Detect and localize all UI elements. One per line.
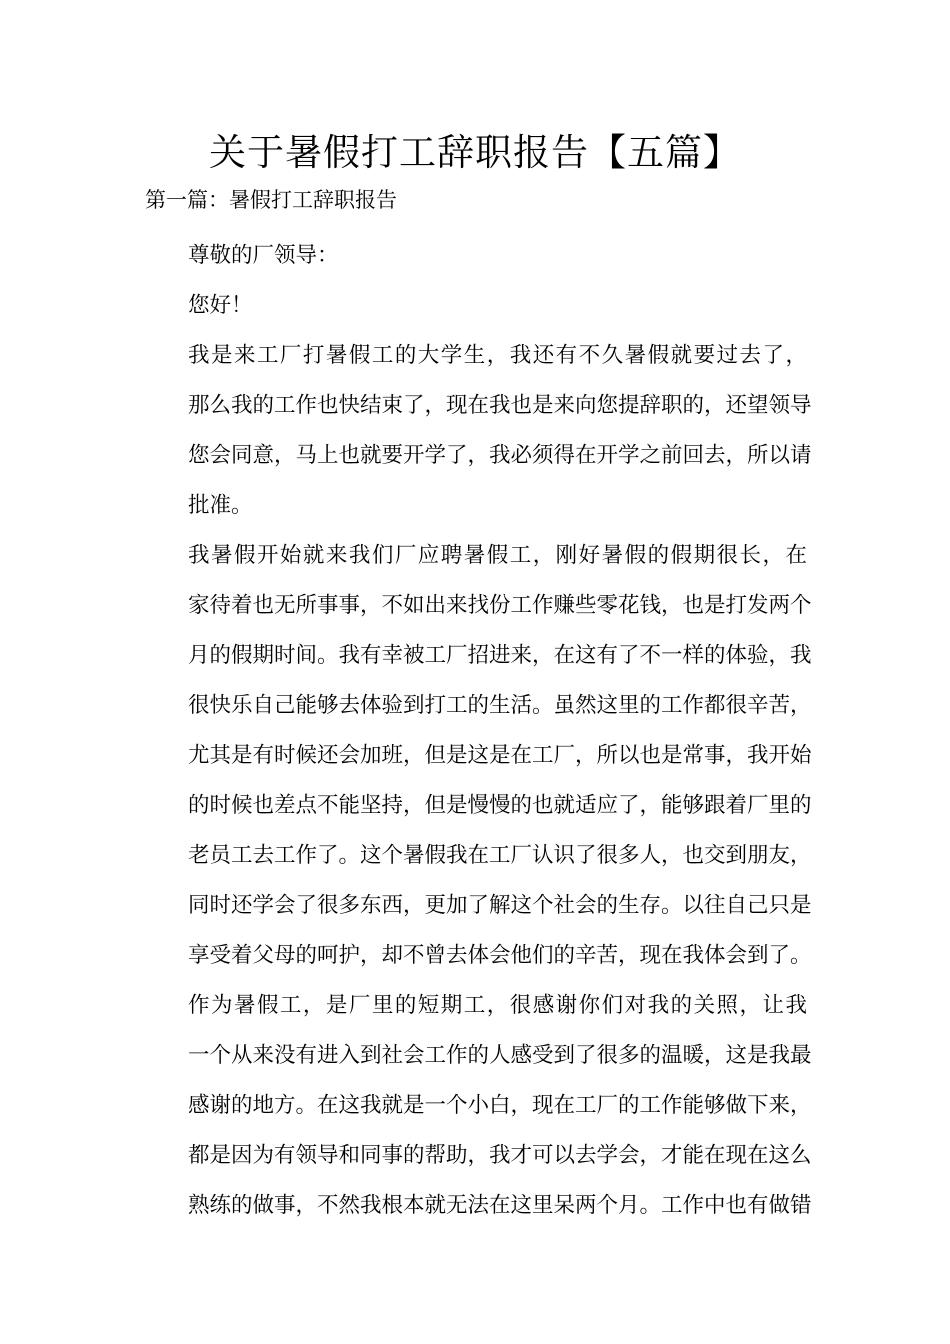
paragraph-line: 尤其是有时候还会加班，但是这是在工厂，所以也是常事，我开始	[188, 743, 812, 768]
paragraph-line: 家待着也无所事事，不如出来找份工作赚些零花钱，也是打发两个	[188, 593, 812, 618]
paragraph-line: 老员工去工作了。这个暑假我在工厂认识了很多人，也交到朋友，	[188, 843, 812, 868]
paragraph-line: 很快乐自己能够去体验到打工的生活。虽然这里的工作都很辛苦，	[188, 693, 812, 718]
greeting: 您好！	[188, 293, 253, 318]
section-heading: 第一篇：暑假打工辞职报告	[145, 188, 397, 212]
body-paragraph-1	[145, 331, 812, 531]
salutation: 尊敬的厂领导：	[188, 243, 339, 268]
greeting-paragraph	[145, 281, 807, 331]
document-title: 关于暑假打工辞职报告【五篇】	[209, 131, 741, 174]
paragraph-line: 我暑假开始就来我们厂应聘暑假工，刚好暑假的假期很长，在	[188, 543, 807, 568]
paragraph-line: 那么我的工作也快结束了，现在我也是来向您提辞职的，还望领导	[188, 393, 812, 418]
paragraph-line: 我是来工厂打暑假工的大学生，我还有不久暑假就要过去了，	[188, 343, 807, 368]
paragraph-line: 熟练的做事，不然我根本就无法在这里呆两个月。工作中也有做错	[188, 1193, 812, 1218]
paragraph-line: 享受着父母的呵护，却不曾去体会他们的辛苦，现在我体会到了。	[188, 943, 812, 968]
paragraph-line: 您会同意，马上也就要开学了，我必须得在开学之前回去，所以请	[188, 443, 812, 468]
body-paragraph-3	[145, 981, 812, 1231]
paragraph-line: 作为暑假工，是厂里的短期工，很感谢你们对我的关照，让我	[188, 993, 807, 1018]
paragraph-line: 都是因为有领导和同事的帮助，我才可以去学会，才能在现在这么	[188, 1143, 812, 1168]
salutation-paragraph	[145, 231, 807, 281]
paragraph-line: 感谢的地方。在这我就是一个小白，现在工厂的工作能够做下来，	[188, 1093, 812, 1118]
document-body	[145, 231, 812, 1231]
paragraph-line: 月的假期时间。我有幸被工厂招进来，在这有了不一样的体验，我	[188, 643, 812, 668]
paragraph-line: 的时候也差点不能坚持，但是慢慢的也就适应了，能够跟着厂里的	[188, 793, 812, 818]
paragraph-line: 同时还学会了很多东西，更加了解这个社会的生存。以往自己只是	[188, 893, 812, 918]
body-paragraph-2	[145, 531, 812, 981]
paragraph-line: 批准。	[188, 493, 253, 518]
paragraph-line: 一个从来没有进入到社会工作的人感受到了很多的温暖，这是我最	[188, 1043, 812, 1068]
